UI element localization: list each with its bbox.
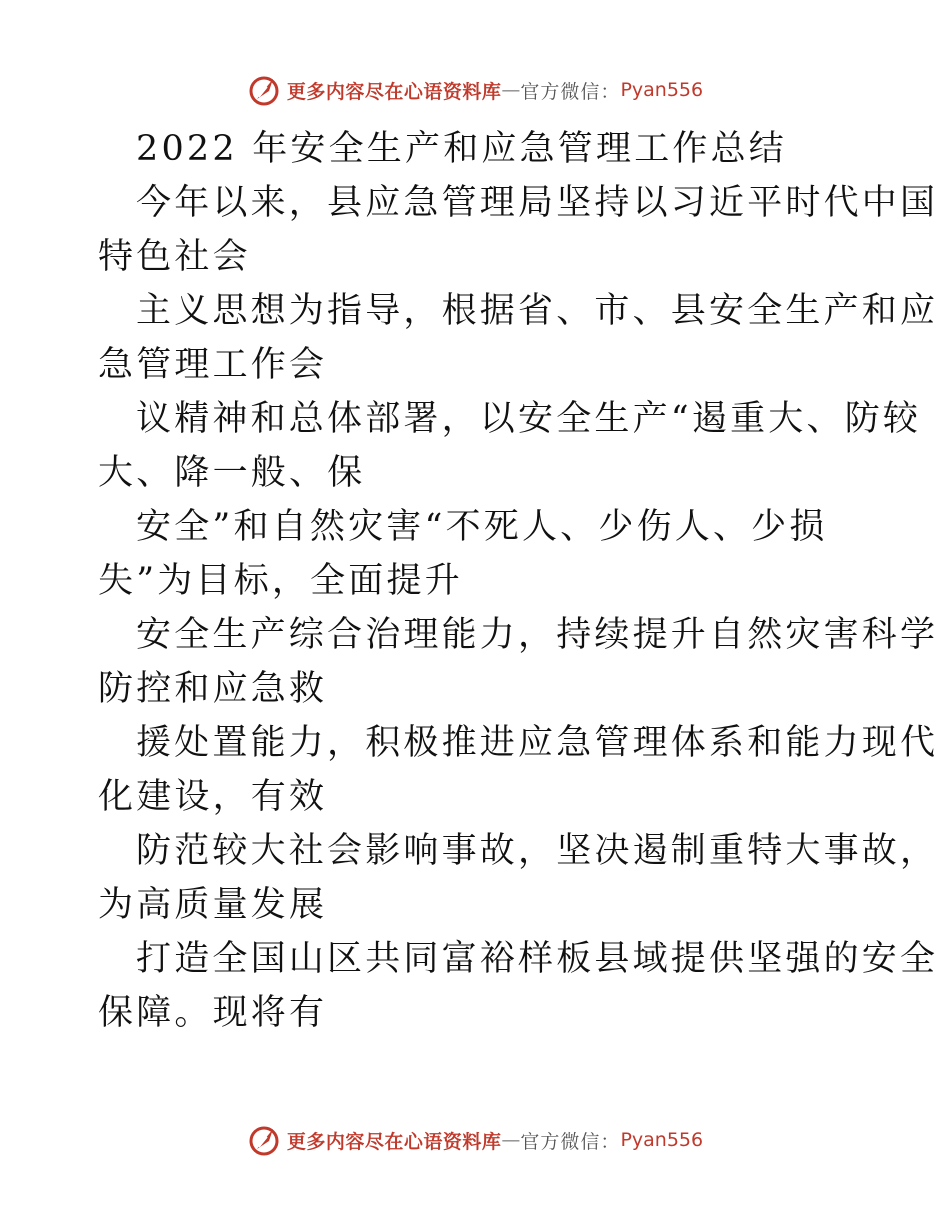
text-line: 大、降一般、保 [98,453,366,493]
text-line: 援处置能力，积极推进应急管理体系和能力现代 [136,723,939,763]
watermark-official-label: 官方微信： [520,1130,621,1153]
quill-logo-icon [247,73,281,107]
text-line: 主义思想为指导，根据省、市、县安全生产和应 [136,291,939,331]
text-line: 安全生产综合治理能力，持续提升自然灾害科学 [136,615,939,655]
watermark-official-label: 官方微信： [520,80,621,103]
watermark-dash: — [501,79,521,101]
text-line: 特色社会 [98,237,251,277]
text-line: 防范较大社会影响事故，坚决遏制重特大事故， [136,831,939,871]
text-line: 今年以来，县应急管理局坚持以习近平时代中国 [136,183,939,223]
text-line: 急管理工作会 [98,345,328,385]
document-title: 2022 年安全生产和应急管理工作总结 [136,129,787,169]
text-line: 防控和应急救 [98,669,328,709]
text-line: 保障。现将有 [98,993,328,1033]
watermark-dash: — [501,1129,521,1151]
text-line: 化建设，有效 [98,777,328,817]
watermark-header [0,70,950,110]
watermark-main-text: 更多内容尽在心语资料库 [286,1130,502,1153]
text-line: 安全”和自然灾害“不死人、少伤人、少损 [136,507,828,547]
quill-logo-icon [247,1123,281,1157]
text-line: 打造全国山区共同富裕样板县域提供坚强的安全 [136,939,939,979]
text-line: 议精神和总体部署，以安全生产“遏重大、防较 [136,399,922,439]
watermark-footer [0,1120,950,1160]
text-line: 失”为目标，全面提升 [98,561,463,601]
watermark-wechat-id: Pyan556 [620,79,704,101]
document-body [98,122,939,1040]
watermark-main-text: 更多内容尽在心语资料库 [286,80,502,103]
watermark-wechat-id: Pyan556 [620,1129,704,1151]
text-line: 为高质量发展 [98,885,328,925]
